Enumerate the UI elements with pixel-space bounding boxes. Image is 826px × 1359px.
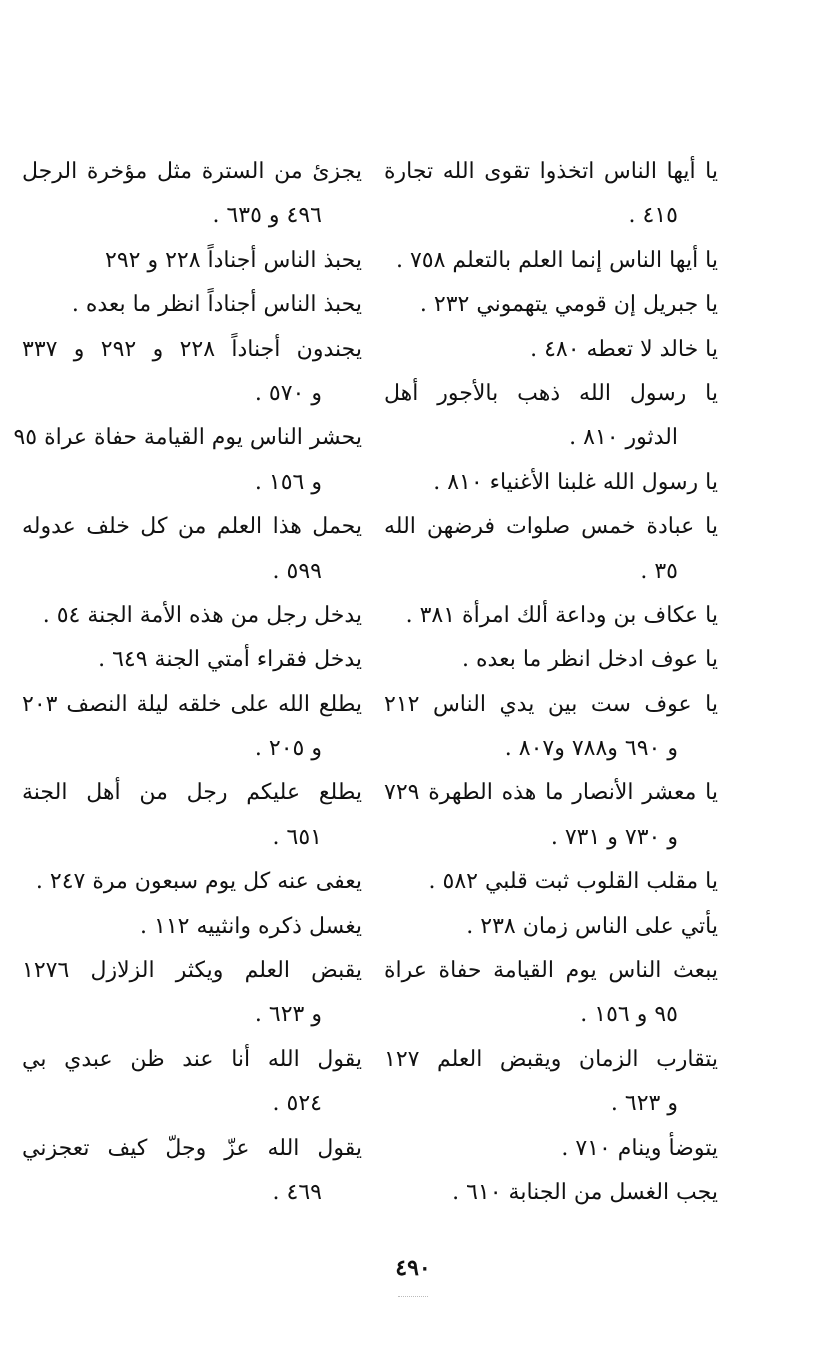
- entry-continuation: ٥٢٤ .: [272, 1091, 322, 1117]
- index-entry: [22, 1038, 362, 1127]
- index-entry: [384, 1171, 718, 1215]
- index-entry: [22, 328, 362, 417]
- entry-continuation: و ٧٣٠ و ٧٣١ .: [550, 824, 678, 850]
- entry-continuation: ٦٥١ .: [272, 824, 322, 850]
- entry-text: يجندون أجناداً ٢٢٨ و ٢٩٢ و ٣٣٧: [22, 336, 362, 362]
- index-entry: [22, 239, 362, 283]
- index-entry: [384, 771, 718, 860]
- entry-text: يحشر الناس يوم القيامة حفاة عراة ٩٥: [13, 425, 362, 451]
- entry-text: يا أيها الناس اتخذوا تقوى الله تجارة: [384, 159, 718, 184]
- entry-continuation: ٩٥ و ١٥٦ .: [580, 1002, 678, 1028]
- index-entry: [22, 860, 362, 904]
- entry-text: يا عبادة خمس صلوات فرضهن الله: [384, 514, 718, 540]
- entry-text: يعفى عنه كل يوم سبعون مرة ٢٤٧ .: [35, 869, 362, 895]
- entry-text: يا رسول الله ذهب بالأجور أهل: [384, 380, 718, 406]
- entry-text: يتقارب الزمان ويقبض العلم ١٢٧: [384, 1046, 718, 1072]
- entry-text: يطلع عليكم رجل من أهل الجنة: [22, 780, 362, 806]
- entry-text: يدخل فقراء أمتي الجنة ٦٤٩ .: [98, 647, 362, 673]
- entry-text: يقول الله عزّ وجلّ كيف تعجزني: [22, 1135, 362, 1161]
- entry-text: يا جبريل إن قومي يتهموني ٢٣٢ .: [419, 292, 718, 318]
- index-entry: [22, 949, 362, 1038]
- entry-text: يدخل رجل من هذه الأمة الجنة ٥٤ .: [42, 602, 362, 628]
- index-entry: [22, 905, 362, 949]
- entry-text: يغسل ذكره وانثييه ١١٢ .: [140, 913, 362, 939]
- entry-text: يا خالد لا تعطه ٤٨٠ .: [530, 336, 718, 362]
- entry-text: يا عوف ادخل انظر ما بعده .: [462, 647, 718, 673]
- entry-continuation: و ٦٩٠ و٧٨٨ و٨٠٧ .: [504, 736, 678, 762]
- entry-text: يا رسول الله غلبنا الأغنياء ٨١٠ .: [433, 469, 718, 495]
- index-entry: [384, 594, 718, 638]
- index-entry: [384, 905, 718, 949]
- entry-continuation: و ٦٢٣ .: [610, 1091, 678, 1117]
- entry-text: يا معشر الأنصار ما هذه الطهرة ٧٢٩: [384, 780, 718, 806]
- entry-continuation: ٤٩٦ و ٦٣٥ .: [212, 203, 322, 229]
- entry-text: يحبذ الناس أجناداً انظر ما بعده .: [71, 292, 362, 318]
- index-entry: [22, 150, 362, 239]
- entry-continuation: ٤١٥ .: [628, 203, 678, 229]
- index-entry: [13, 416, 362, 505]
- entry-text: يجزئ من السترة مثل مؤخرة الرجل: [22, 159, 362, 184]
- index-entry: [384, 328, 718, 372]
- entry-text: يا أيها الناس إنما العلم بالتعلم ٧٥٨ .: [395, 247, 718, 273]
- index-entry: [384, 1038, 718, 1127]
- entry-text: يا عوف ست بين يدي الناس ٢١٢: [384, 691, 718, 717]
- entry-continuation: و ١٥٦ .: [254, 469, 322, 495]
- entry-text: يا مقلب القلوب ثبت قلبي ٥٨٢ .: [428, 869, 718, 895]
- index-column-left: [13, 150, 362, 1215]
- index-entry: [384, 683, 718, 772]
- entry-text: يقبض العلم ويكثر الزلازل ١٢٧٦: [22, 958, 362, 984]
- index-entry: [384, 505, 718, 594]
- entry-text: يقول الله أنا عند ظن عبدي بي: [22, 1046, 362, 1072]
- entry-text: يحمل هذا العلم من كل خلف عدوله: [22, 514, 362, 540]
- index-entry: [384, 239, 718, 283]
- entry-continuation: ٣٥ .: [640, 558, 678, 584]
- index-entry: [22, 505, 362, 594]
- index-entry: [384, 949, 718, 1038]
- index-entry: [22, 1127, 362, 1216]
- entry-text: يجب الغسل من الجنابة ٦١٠ .: [452, 1179, 718, 1205]
- entry-continuation: و ٦٢٣ .: [254, 1002, 322, 1028]
- entry-text: يتوضأ وينام ٧١٠ .: [561, 1135, 718, 1161]
- index-entry: [22, 771, 362, 860]
- index-entry: [384, 1127, 718, 1171]
- index-entry: [384, 283, 718, 327]
- index-entry: [384, 638, 718, 682]
- entry-text: يحبذ الناس أجناداً ٢٢٨ و ٢٩٢: [105, 247, 362, 273]
- entry-continuation: و ٥٧٠ .: [254, 380, 322, 406]
- entry-continuation: الدثور ٨١٠ .: [569, 425, 678, 451]
- entry-text: يطلع الله على خلقه ليلة النصف ٢٠٣: [22, 691, 362, 717]
- page-number: ٤٩٠: [395, 1255, 431, 1281]
- entry-continuation: ٤٦٩ .: [272, 1179, 322, 1205]
- entry-text: يا عكاف بن وداعة ألك امرأة ٣٨١ .: [405, 602, 718, 628]
- index-entry: [384, 372, 718, 461]
- index-entry: [384, 860, 718, 904]
- entry-continuation: ٥٩٩ .: [272, 558, 322, 584]
- index-entry: [384, 461, 718, 505]
- index-entry: [22, 683, 362, 772]
- entry-continuation: و ٢٠٥ .: [254, 736, 322, 762]
- index-entry: [22, 283, 362, 327]
- index-entry: [22, 594, 362, 638]
- index-column-right: [384, 150, 718, 1215]
- footer-rule: [398, 1296, 428, 1297]
- index-entry: [384, 150, 718, 239]
- index-entry: [22, 638, 362, 682]
- entry-text: يبعث الناس يوم القيامة حفاة عراة: [384, 958, 718, 984]
- entry-text: يأتي على الناس زمان ٢٣٨ .: [466, 913, 718, 939]
